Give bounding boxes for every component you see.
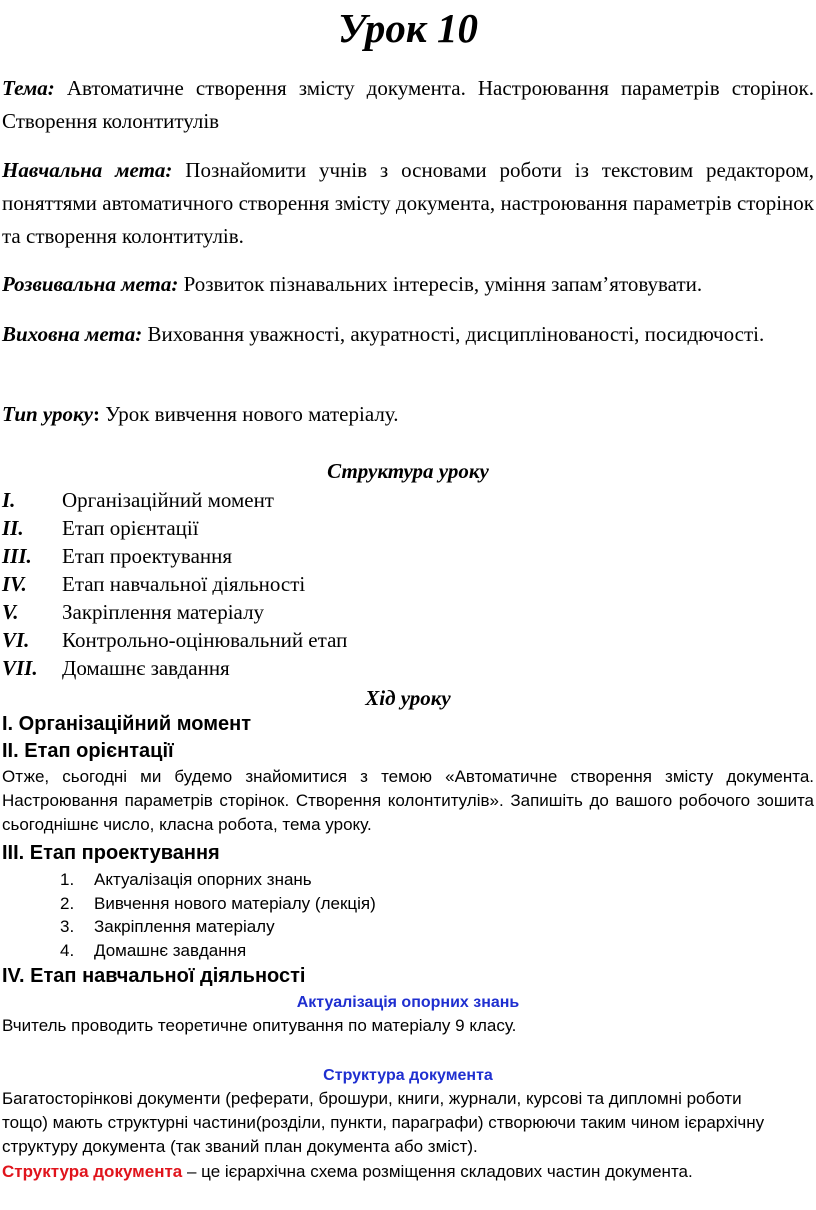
structure-item: VII. Домашнє завдання (2, 656, 230, 680)
upbr-goal-label: Виховна мета: (2, 322, 143, 346)
structure-item: III. Етап проектування (2, 544, 233, 568)
list-item: 2. Вивчення нового матеріалу (лекція) (60, 893, 376, 913)
edu-goal-label: Навчальна мета: (2, 158, 173, 182)
section-heading-2: II. Етап орієнтації (2, 740, 174, 762)
upbr-goal-text: Виховання уважності, акуратності, дисциплінованості, посидючості. (142, 322, 765, 346)
lesson-type-label: Тип уроку (2, 402, 93, 426)
section-heading-3: III. Етап проектування (2, 842, 220, 864)
definition-term: Структура документа (2, 1162, 183, 1181)
actualization-text: Вчитель проводить теоретичне опитування по матеріалу 9 класу. (2, 1016, 517, 1035)
structure-item: VI. Контрольно-оцінювальний етап (2, 628, 348, 652)
topic-text: Автоматичне створення змісту документа. Настроювання параметрів сторінок. Створення колонтитулів (2, 76, 814, 133)
topic-paragraph (2, 72, 814, 138)
upbr-goal-paragraph (2, 318, 814, 351)
edu-goal-paragraph (2, 154, 814, 253)
list-item: 4. Домашнє завдання (60, 940, 247, 960)
lesson-type-paragraph (2, 398, 814, 431)
section-heading-4: IV. Етап навчальної діяльності (2, 965, 306, 987)
dev-goal-label: Розвивальна мета: (2, 272, 179, 296)
dev-goal-paragraph (2, 268, 814, 301)
lesson-type-text: Урок вивчення нового матеріалу. (99, 402, 399, 426)
actualization-heading: Актуалізація опорних знань (296, 994, 520, 1011)
structure-item: V. Закріплення матеріалу (2, 600, 265, 624)
doc-structure-text: Багатосторінкові документи (реферати, брошури, книги, журнали, курсові та дипломні роботи тощо) мають структурні частини(розділи, пункти, параграфи) створюючи таким чином ієрархічну структуру документа (так званий план документа або зміст). (2, 1089, 765, 1156)
section-heading-1: I. Організаційний момент (2, 713, 251, 735)
doc-structure-definition (2, 1160, 814, 1184)
list-item: 1. Актуалізація опорних знань (60, 870, 312, 889)
page-title: Урок 10 (338, 5, 478, 51)
list-item: 3. Закріплення матеріалу (60, 917, 275, 936)
topic-label: Тема: (2, 76, 55, 100)
structure-item: I. Організаційний момент (2, 488, 274, 512)
definition-text: – це ієрархічна схема розміщення складових частин документа. (182, 1162, 693, 1181)
lesson-type-colon: : (92, 402, 100, 426)
doc-structure-heading: Структура документа (323, 1067, 493, 1084)
edu-goal-text: Познайомити учнів з основами роботи із текстовим редактором, поняттями автоматичного створення змісту документа, настроювання параметрів сторінок та створення колонтитулів. (2, 158, 815, 248)
course-heading: Хід уроку (365, 686, 451, 710)
section-2-text: Отже, сьогодні ми будемо знайомитися з темою «Автоматичне створення змісту документа. Настроювання параметрів сторінок. Створення колонтитулів». Запишіть до вашого робочого зошита сьогоднішнє число, класна робота, тема уроку. (2, 767, 814, 834)
structure-item: II. Етап орієнтації (2, 516, 199, 540)
dev-goal-text: Розвиток пізнавальних інтересів, уміння запам’ятовувати. (178, 272, 703, 296)
structure-item: IV. Етап навчальної діяльності (2, 572, 306, 596)
structure-heading: Структура уроку (327, 459, 489, 483)
design-steps-list (60, 868, 376, 962)
